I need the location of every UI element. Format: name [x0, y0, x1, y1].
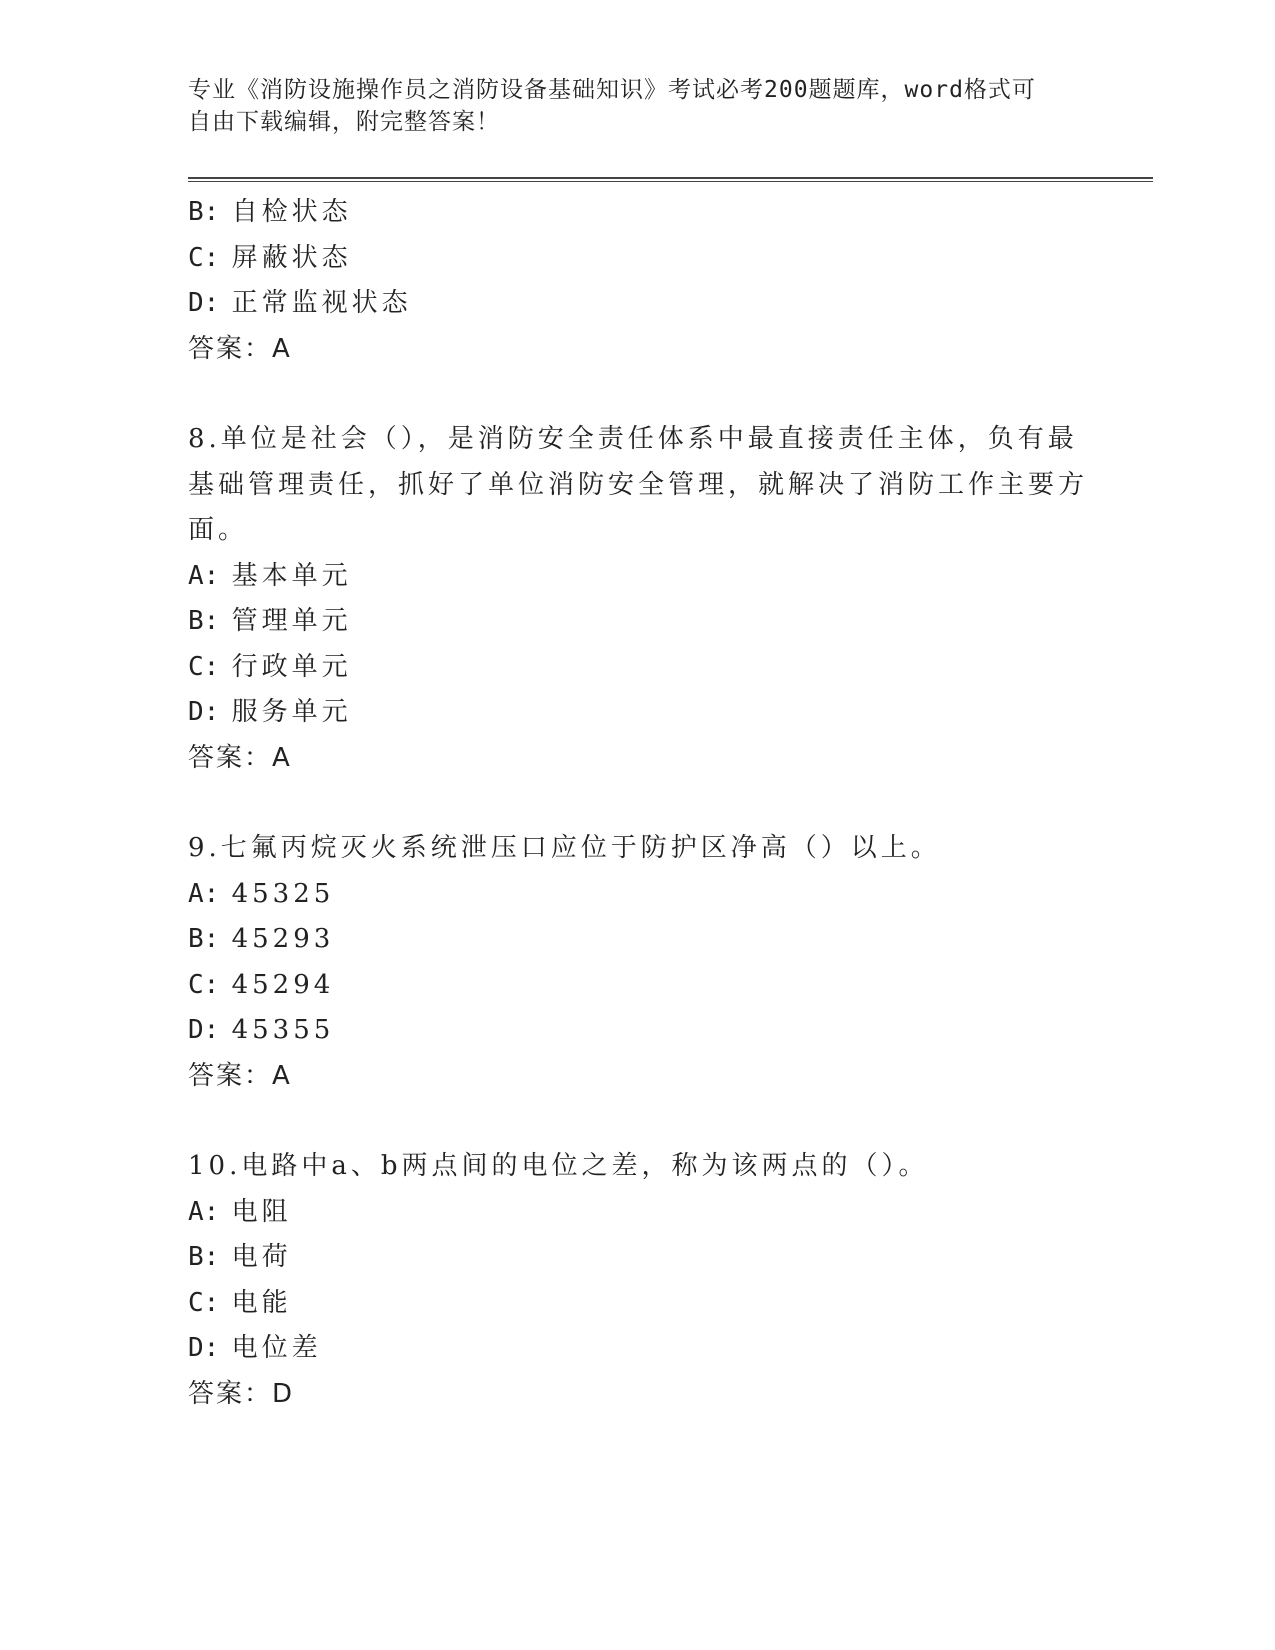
option-c: [188, 963, 1088, 1009]
header-line-1: 专业《消防设施操作员之消防设备基础知识》考试必考200题题库，word格式可: [188, 77, 1036, 103]
option-letter: C:: [188, 1287, 220, 1318]
option-b: [188, 1235, 1088, 1281]
question-text-line: 基础管理责任，抓好了单位消防安全管理，就解决了消防工作主要方: [188, 469, 1089, 500]
option-a: [188, 872, 1088, 918]
document-header: [188, 74, 1068, 138]
option-letter: B:: [188, 924, 220, 954]
question-text: [188, 417, 1089, 554]
question-8: [188, 417, 1088, 781]
answer-line: 答案：D: [188, 1378, 295, 1409]
option-b: [188, 917, 1088, 963]
option-a: [188, 554, 1088, 600]
option-d: [188, 1008, 1088, 1054]
option-text: 45293: [231, 924, 335, 954]
option-c: [188, 1281, 1088, 1327]
option-b: [188, 190, 1088, 236]
option-letter: D:: [188, 288, 220, 318]
option-text: 电能: [231, 1287, 292, 1318]
option-c: [188, 236, 1088, 282]
option-text: 正常监视状态: [231, 288, 412, 318]
option-letter: C:: [188, 242, 220, 273]
option-a: [188, 1190, 1088, 1236]
option-letter: B:: [188, 1242, 220, 1272]
option-letter: C:: [188, 969, 220, 1000]
option-d: [188, 281, 1088, 327]
option-letter: D:: [188, 1015, 220, 1045]
option-letter: D:: [188, 1333, 220, 1363]
option-text: 管理单元: [231, 606, 352, 636]
question-text: [188, 826, 1068, 872]
question-text: [188, 1144, 1068, 1190]
option-text: 行政单元: [231, 651, 352, 682]
question-9: [188, 826, 1088, 1099]
question-list: [188, 190, 1088, 1417]
option-text: 45325: [231, 878, 335, 909]
option-c: [188, 645, 1088, 691]
option-text: 45294: [231, 969, 335, 1000]
option-letter: A:: [188, 560, 220, 591]
option-letter: B:: [188, 197, 220, 227]
option-text: 电位差: [231, 1333, 322, 1363]
option-d: [188, 690, 1088, 736]
option-text: 服务单元: [231, 697, 352, 727]
question-text-line: 10.电路中a、b两点间的电位之差，称为该两点的（）。: [188, 1151, 929, 1181]
question-10: [188, 1144, 1088, 1417]
option-text: 电荷: [231, 1242, 292, 1272]
header-line-2: 自由下载编辑，附完整答案！: [188, 109, 500, 135]
option-letter: A:: [188, 878, 220, 909]
option-letter: B:: [188, 606, 220, 636]
option-text: 屏蔽状态: [231, 242, 352, 273]
option-letter: C:: [188, 651, 220, 682]
header-divider-thin: [188, 181, 1153, 182]
answer-line: 答案：A: [188, 1060, 292, 1091]
option-text: 自检状态: [231, 197, 352, 227]
question-text-line: 9.七氟丙烷灭火系统泄压口应位于防护区净高（）以上。: [188, 833, 941, 863]
question-7-tail: [188, 190, 1088, 372]
option-text: 电阻: [231, 1196, 292, 1227]
option-letter: D:: [188, 697, 220, 727]
answer-line: 答案：A: [188, 742, 292, 773]
option-letter: A:: [188, 1196, 220, 1227]
question-text-line: 8.单位是社会（），是消防安全责任体系中最直接责任主体，负有最: [188, 424, 1078, 454]
question-text-line: 面。: [188, 515, 249, 545]
option-d: [188, 1326, 1088, 1372]
option-b: [188, 599, 1088, 645]
option-text: 45355: [231, 1015, 335, 1045]
option-text: 基本单元: [231, 560, 352, 591]
header-divider-thick: [188, 177, 1153, 179]
answer-line: 答案：A: [188, 333, 292, 364]
